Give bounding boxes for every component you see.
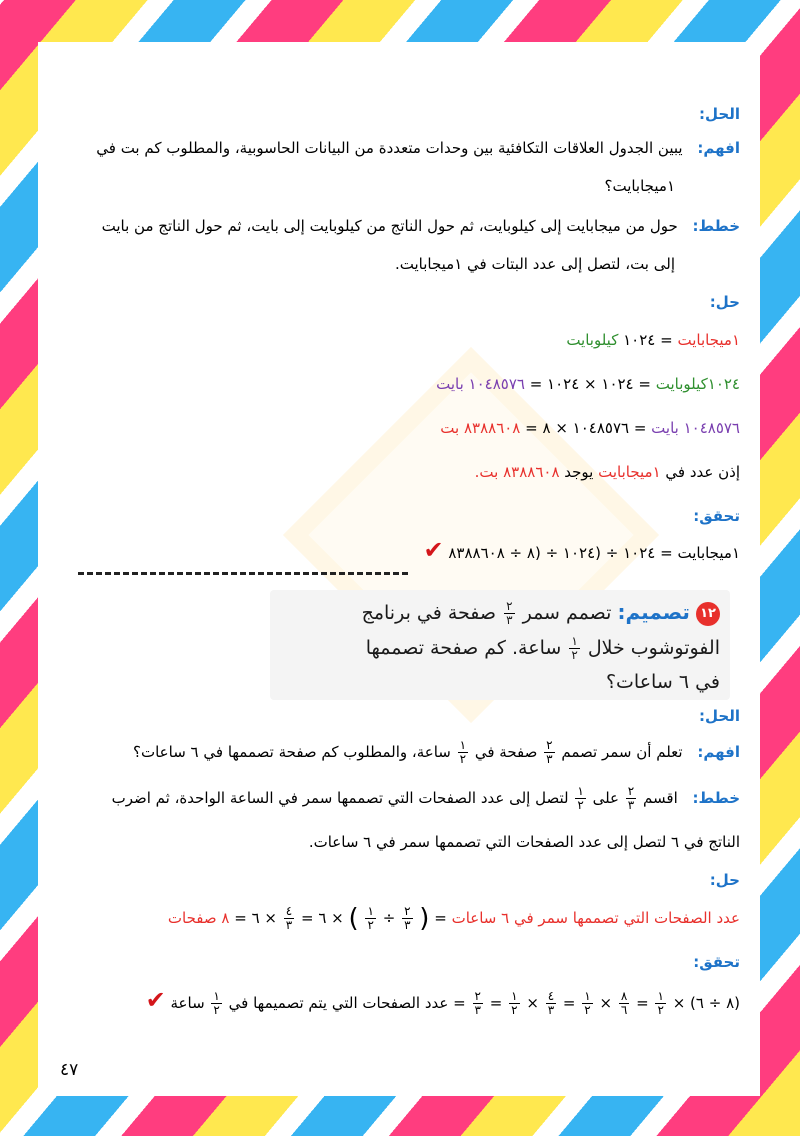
equation-3 [58,414,740,442]
frac-den: ٣ [404,918,411,932]
understand-label-p2: افهم: [697,743,740,761]
conclusion-megabyte: ١ميجابايت [598,463,661,481]
problem-title: تصميم: [617,600,690,624]
conclusion [58,458,740,486]
eq3-bytes: ١٠٤٨٥٧٦ بايت [651,419,740,437]
eq-times-six-2: × ٦ = [234,909,277,927]
frac-den: ٣ [285,918,293,932]
check-p2-a: (٨ ÷ ٦) × [672,994,740,1012]
eq1-kilobyte: كيلوبايت [566,331,619,349]
plan-line-p2 [58,784,740,812]
plan-line [58,212,740,240]
problem-box [270,590,730,700]
frac-num: ٢ [404,904,411,918]
frac-den: ٢ [459,752,467,766]
check-label-p2: تحقق: [693,953,740,971]
understand-line-p2 [58,738,740,766]
frac-den: ٢ [657,1003,664,1017]
fraction-2-3 [544,739,554,766]
conclusion-text-a: إذن عدد في [660,463,740,481]
frac-den: ٢ [367,918,374,932]
frac-num: ١ [213,989,220,1003]
solution-heading: الحل: [699,105,740,123]
eq2-calc: = ١٠٢٤ × ١٠٢٤ = [524,375,656,393]
eq2-kilobyte: ١٠٢٤كيلوبايت [655,375,740,393]
equation-p2: عدد الصفحات التي تصممها سمر في ٦ ساعات = ( $\frac{٢}{٣}$ ÷ $\frac{١}{٢}$ ) × ٦ = $\frac{٤}{٣}$ × ٦ = ٨ صفحات [167,903,740,934]
fraction-1-2 [458,739,468,766]
eq-result: ٨ صفحات [167,909,230,927]
frac-den: ٢ [511,1003,518,1017]
fraction-1-2 [569,635,579,662]
understand-p2-b: صفحة في [474,743,538,761]
problem-line-1 [280,594,720,631]
page-number: ٤٧ [60,1060,79,1080]
eq1-value: = ١٠٢٤ [618,331,678,349]
frac-num: ٨ [620,989,628,1003]
eq1-megabyte: ١ميجابايت [677,331,740,349]
fraction-1-2 [655,990,665,1017]
frac-den: ٢ [577,798,584,812]
eq-times-six: × ٦ = [301,909,344,927]
eq-p2-label: عدد الصفحات التي تصممها سمر في ٦ ساعات [451,909,740,927]
equation-2 [58,370,740,398]
page-sheet [38,42,760,1096]
plan-p2-a: اقسم [643,789,678,807]
plan-text: حول من ميجابايت إلى كيلوبايت، ثم حول الناتج من كيلوبايت إلى بايت، ثم حول الناتج من بايت [101,217,678,235]
frac-den: ٦ [620,1003,628,1017]
frac-den: ٣ [506,613,513,627]
frac-num: ١ [511,989,518,1003]
frac-den: ٢ [571,648,578,662]
understand-label: افهم: [697,139,740,157]
frac-den: ٣ [627,798,635,812]
frac-den: ٣ [547,1003,555,1017]
fraction-2-3 [504,600,514,627]
fraction-1-2 [211,990,221,1017]
fraction-2-3 [402,905,412,932]
frac-num: ٢ [546,738,553,752]
conclusion-bits: ٨٣٨٨٦٠٨ بت. [474,463,560,481]
eq3-bits: ٨٣٨٨٦٠٨ بت [440,419,521,437]
plan-line-2: إلى بت، لتصل إلى عدد البتات في ١ميجابايت. [394,255,675,273]
conclusion-text-c: يوجد [559,463,599,481]
check-p2-text: = عدد الصفحات التي يتم تصميمها في [228,994,466,1012]
plan-p2-b: على [592,789,620,807]
solution-heading-2: الحل: [699,707,740,725]
plan-label-p2: خطط: [692,789,740,807]
fraction-4-3 [546,990,556,1017]
problem-text-2b: ساعة. كم صفحة تصممها [365,637,562,659]
close-paren: ) [348,903,359,934]
problem-number-badge: ١٢ [696,602,720,626]
problem-text-2a: الفوتوشوب خلال [587,637,720,659]
fraction-1-2 [575,785,585,812]
frac-num: ٢ [506,599,513,613]
understand-text: يبين الجدول العلاقات التكافئية بين وحدات متعددة من البيانات الحاسوبية، والمطلوب كم بت في [96,139,683,157]
check-p2-hour: ساعة [170,994,205,1012]
fraction-8-6 [619,990,629,1017]
problem-line-3: في ٦ ساعات؟ [605,671,720,693]
frac-num: ١ [584,989,591,1003]
check-equation-p2: (٨ ÷ ٦) × $\frac{١}{٢}$ = $\frac{٨}{٦}$ × $\frac{١}{٢}$ = $\frac{٤}{٣}$ × $\frac{١}{٢}$ = $\frac{٢}{٣}$ = عدد الصفحات التي يتم تصميمها في $\frac{١}{٢}$ ساعة ✔ [145,986,740,1017]
check-mark-icon: ✔ [145,986,166,1014]
eq3-calc: = ١٠٤٨٥٧٦ × ٨ = [520,419,652,437]
frac-num: ٤ [285,904,293,918]
frac-num: ١ [657,989,664,1003]
problem-line-2 [280,630,720,666]
fraction-4-3 [284,905,294,932]
frac-den: ٢ [584,1003,591,1017]
problem-text-1a: تصمم سمر [522,602,612,624]
equation-1 [58,326,740,354]
understand-line [58,134,740,162]
frac-den: ٢ [213,1003,220,1017]
open-paren: ( [419,903,430,934]
fraction-1-2 [582,990,592,1017]
problem-text-1b: صفحة في برنامج [361,602,497,624]
plan-label: خطط: [692,217,740,235]
plan-line-p2-2: الناتج في ٦ لتصل إلى عدد الصفحات التي تصممها سمر في ٦ ساعات. [308,833,740,851]
fraction-2-3 [626,785,636,812]
frac-num: ١ [459,738,467,752]
check-equation [58,536,740,567]
solve-label-p2: حل: [709,871,740,889]
frac-num: ١ [571,634,578,648]
understand-line-2: ١ميجابايت؟ [604,177,675,195]
understand-p2-c: ساعة، والمطلوب كم صفحة تصممها في ٦ ساعات؟ [133,743,451,761]
check-eq-text: ١ميجابايت = ١٠٢٤ ÷ (١٠٢٤ ÷ (٨ ÷ ٨٣٨٨٦٠٨ [448,544,740,562]
frac-num: ٤ [547,989,555,1003]
fraction-1-2 [365,905,375,932]
eq2-bytes: ١٠٤٨٥٧٦ بايت [436,375,525,393]
frac-num: ١ [367,904,374,918]
frac-num: ٢ [474,989,481,1003]
plan-p2-c: لتصل إلى عدد الصفحات التي تصممها سمر في الساعة الواحدة، ثم اضرب [111,789,569,807]
frac-den: ٣ [474,1003,481,1017]
check-mark-icon: ✔ [423,536,444,564]
fraction-1-2 [509,990,519,1017]
frac-num: ٢ [627,784,635,798]
check-label: تحقق: [693,507,740,525]
frac-den: ٣ [546,752,553,766]
understand-p2-a: تعلم أن سمر تصمم [561,743,683,761]
fraction-2-3 [473,990,483,1017]
frac-num: ١ [577,784,584,798]
dashed-divider [78,572,408,575]
solve-label: حل: [709,293,740,311]
